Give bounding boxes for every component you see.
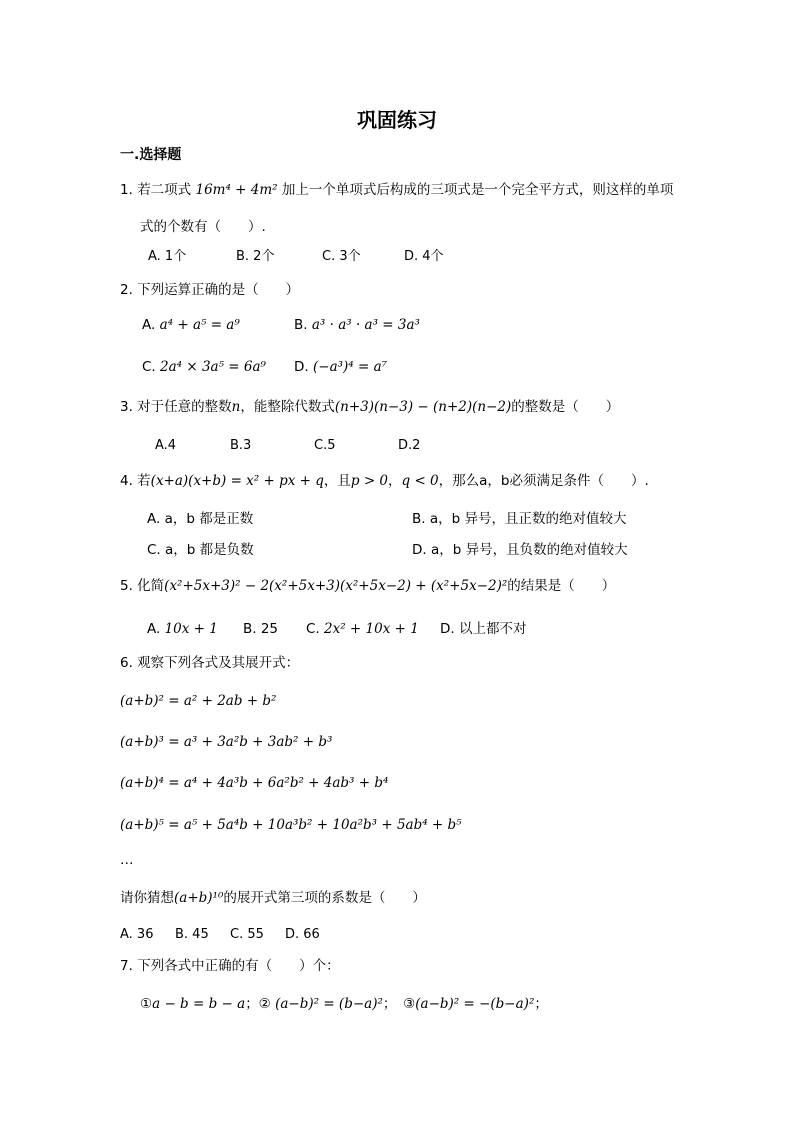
q5-option-a-label: A. — [147, 621, 161, 637]
q4-text-2: ，且 — [323, 473, 351, 489]
question-6: 6. 观察下列各式及其展开式： — [120, 655, 300, 671]
q6-expansion-4: (a+b)⁵ = a⁵ + 5a⁴b + 10a³b² + 10a²b³ + 5ab⁴ + b⁵ — [120, 817, 462, 833]
q1-number: 1. — [120, 182, 133, 198]
q1-expression: 16m⁴ + 4m² — [195, 182, 278, 198]
q6-expansion-3: (a+b)⁴ = a⁴ + 4a³b + 6a²b² + 4ab³ + b⁴ — [120, 775, 389, 791]
q2-option-c-expr: 2a⁴ × 3a⁵ = 6a⁹ — [160, 359, 266, 375]
q2-option-b-expr: a³ · a³ · a³ = 3a³ — [311, 317, 420, 333]
q1-text-1: 若二项式 — [137, 182, 192, 198]
q7-separator-2: ； ③ — [382, 996, 416, 1012]
q4-option-c: C. a，b 都是负数 — [147, 542, 254, 558]
q2-option-c — [142, 358, 266, 376]
q2-option-d — [294, 358, 387, 376]
q2-option-d-expr: (−a³)⁴ = a⁷ — [312, 359, 388, 375]
q6-option-c: C. 55 — [230, 927, 264, 942]
q2-option-a — [142, 316, 240, 334]
q7-marker-1: ① — [140, 996, 153, 1012]
q6-option-a: A. 36 — [120, 927, 154, 942]
q3-option-d: D.2 — [398, 438, 421, 453]
q5-option-c — [306, 620, 419, 638]
q6-option-b: B. 45 — [175, 927, 209, 942]
question-3 — [120, 398, 619, 416]
q5-option-a — [147, 620, 218, 638]
q4-option-b: B. a，b 异号，且正数的绝对值较大 — [412, 511, 627, 527]
question-7: 7. 下列各式中正确的有（ ）个： — [120, 958, 340, 974]
q5-option-b: B. 25 — [243, 621, 279, 637]
q6-option-d: D. 66 — [285, 927, 320, 942]
q3-text-2: ，能整除代数式 — [240, 399, 335, 415]
q1-continuation: 式的个数有（ ）. — [140, 219, 266, 235]
q6-text-2: 的展开式第三项的系数是（ ） — [223, 890, 426, 906]
q1-option-d: D. 4个 — [404, 249, 444, 264]
q4-text-4: ，那么a，b必须满足条件（ ）. — [438, 473, 649, 489]
q5-expression: (x²+5x+3)² − 2(x²+5x+3)(x²+5x−2) + (x²+5x−2)² — [164, 578, 508, 594]
question-5 — [120, 577, 615, 595]
q1-option-b: B. 2个 — [236, 249, 275, 264]
q4-text-1: 4. 若 — [120, 473, 151, 489]
q4-condition-p: p > 0 — [350, 473, 389, 489]
q6-text-1: 请你猜想 — [120, 890, 174, 906]
q2-option-a-expr: a⁴ + a⁵ = a⁹ — [159, 317, 240, 333]
q4-text-3: ， — [388, 473, 402, 489]
q6-expansion-2: (a+b)³ = a³ + 3a²b + 3ab² + b³ — [120, 734, 333, 750]
q3-option-b: B.3 — [230, 438, 252, 453]
q3-text-1: 3. 对于任意的整数 — [120, 399, 232, 415]
question-4 — [120, 472, 649, 490]
q6-ellipsis: … — [120, 852, 134, 868]
q5-text-1: 5. 化简 — [120, 578, 165, 594]
q2-option-d-label: D. — [294, 359, 309, 375]
q6-question — [120, 889, 426, 907]
q2-option-b — [294, 316, 420, 334]
q2-option-a-label: A. — [142, 317, 156, 333]
q6-expansion-1: (a+b)² = a² + 2ab + b² — [120, 693, 277, 709]
q2-option-c-label: C. — [142, 359, 156, 375]
q7-statement-2: (a−b)² = (b−a)² — [275, 996, 383, 1012]
q1-option-c: C. 3个 — [322, 249, 361, 264]
q4-option-a: A. a，b 都是正数 — [147, 511, 254, 527]
q2-option-b-label: B. — [294, 317, 308, 333]
q3-option-a: A.4 — [155, 438, 177, 453]
q7-separator-3: ； — [534, 996, 548, 1012]
q5-option-a-expr: 10x + 1 — [164, 621, 218, 637]
question-2: 2. 下列运算正确的是（ ） — [120, 282, 300, 298]
q1-text-2: 加上一个单项式后构成的三项式是一个完全平方式，则这样的单项 — [281, 182, 674, 198]
q3-option-c: C.5 — [314, 438, 336, 453]
q7-separator-1: ；② — [245, 996, 271, 1012]
q3-variable: n — [231, 399, 241, 415]
q5-option-c-expr: 2x² + 10x + 1 — [324, 621, 419, 637]
question-1 — [120, 181, 673, 199]
q4-expression: (x+a)(x+b) = x² + px + q — [150, 473, 324, 489]
q5-text-2: 的结果是（ ） — [507, 578, 616, 594]
q3-text-3: 的整数是（ ） — [511, 399, 620, 415]
q6-expression: (a+b)¹⁰ — [174, 890, 224, 906]
q5-option-d: D. 以上都不对 — [440, 621, 527, 637]
q5-option-c-label: C. — [306, 621, 320, 637]
q7-statement-3: (a−b)² = −(b−a)² — [415, 996, 535, 1012]
q7-statements — [140, 995, 548, 1013]
section-heading: 一.选择题 — [120, 147, 182, 163]
q1-option-a: A. 1个 — [148, 249, 187, 264]
q4-option-d: D. a，b 异号，且负数的绝对值较大 — [412, 542, 628, 558]
q7-statement-1: a − b = b − a — [152, 996, 246, 1012]
q4-condition-q: q < 0 — [401, 473, 439, 489]
q3-expression: (n+3)(n−3) − (n+2)(n−2) — [334, 399, 512, 415]
page-title: 巩固练习 — [357, 108, 437, 132]
